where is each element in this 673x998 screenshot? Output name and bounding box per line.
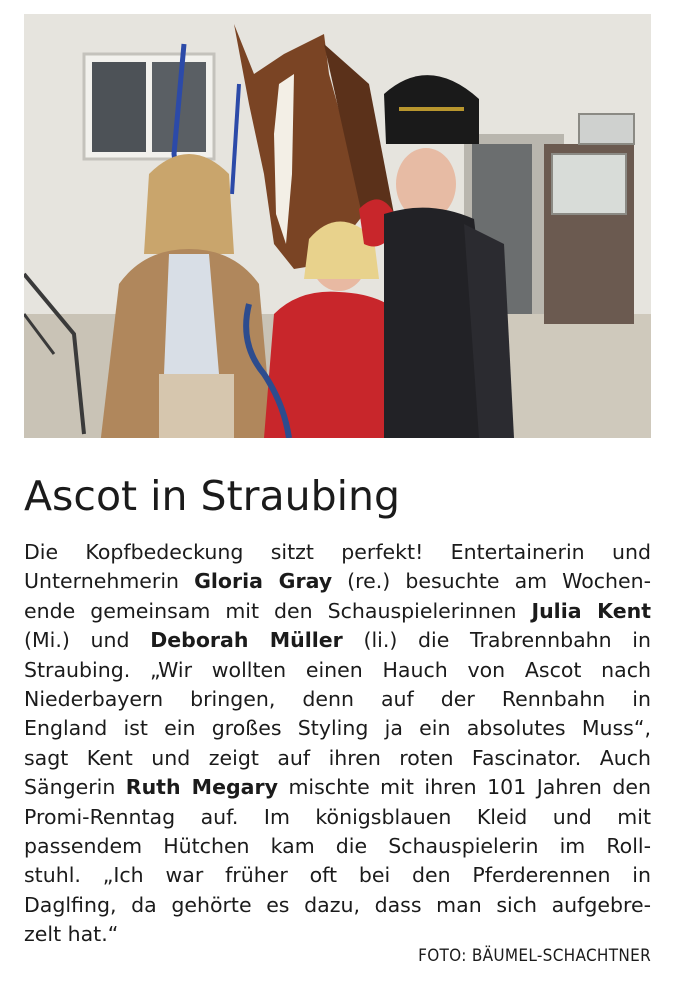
body-text-run: Promi-Renntag auf. Im königsblauen Kleid und mit (24, 804, 651, 829)
body-line (24, 685, 654, 714)
person-name: Gloria Gray (194, 569, 333, 594)
body-line (24, 626, 654, 655)
body-line (24, 803, 654, 832)
body-text-run: Unternehmerin (24, 569, 195, 594)
body-text-run: (re.) besuchte am Wochen- (332, 569, 652, 594)
article-photo (24, 14, 651, 438)
article-body (24, 538, 654, 949)
body-line (24, 567, 654, 596)
body-line (24, 773, 654, 802)
body-text-run: sagt Kent und zeigt auf ihren roten Fascinator. Auch (24, 745, 651, 770)
person-name: Julia Kent (531, 598, 651, 623)
body-text-run: (Mi.) und (24, 628, 151, 653)
body-text-run: Die Kopfbedeckung sitzt perfekt! Entertainerin und (24, 540, 651, 564)
body-text-run: mischte mit ihren 101 Jahren den (277, 775, 652, 800)
body-text-run: England ist ein großes Styling ja ein absolutes Muss“, (24, 716, 651, 741)
photo-credit: FOTO: BÄUMEL-SCHACHTNER (418, 946, 651, 966)
body-line (24, 656, 654, 685)
body-line (24, 891, 654, 920)
body-text-run: Sängerin (24, 775, 126, 800)
body-line (24, 538, 654, 567)
body-text-run: passendem Hütchen kam die Schauspielerin im Roll- (24, 833, 651, 858)
body-line (24, 832, 654, 861)
body-text-run: Niederbayern bringen, denn auf der Rennbahn in (24, 686, 651, 711)
body-text-run: ende gemeinsam mit den Schauspielerinnen (24, 598, 532, 623)
person-name: Ruth Megary (125, 775, 278, 800)
body-line (24, 861, 654, 890)
body-line (24, 597, 654, 626)
body-line (24, 744, 654, 773)
body-text-run: Daglfing, da gehörte es dazu, dass man sich aufgebre- (24, 892, 651, 917)
body-line (24, 714, 654, 743)
person-name: Deborah Müller (150, 628, 343, 653)
body-text-run: zelt hat.“ (24, 922, 119, 947)
body-text-run: Straubing. „Wir wollten einen Hauch von Ascot nach (24, 657, 651, 682)
body-text-run: (li.) die Trabrennbahn in (342, 628, 651, 653)
body-text-run: stuhl. „Ich war früher oft bei den Pferderennen in (24, 863, 651, 888)
article-headline: Ascot in Straubing (24, 472, 401, 520)
